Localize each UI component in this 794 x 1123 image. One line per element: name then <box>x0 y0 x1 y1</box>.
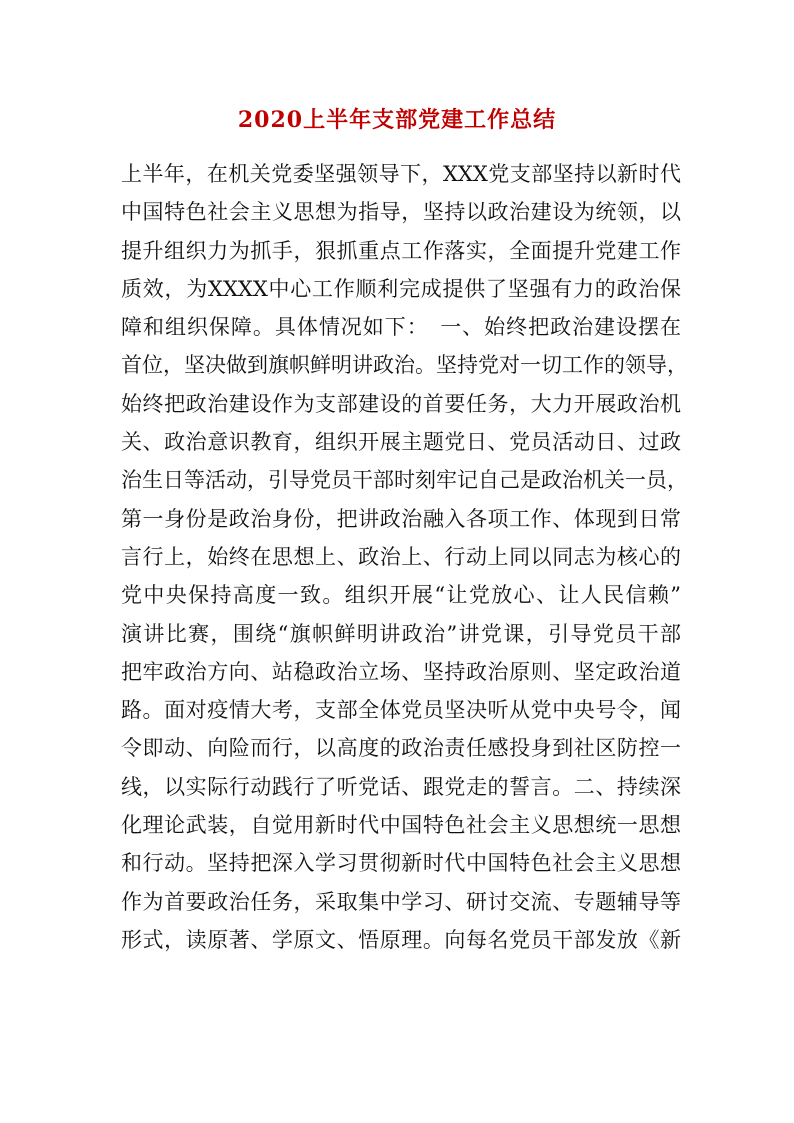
body-line: 上半年，在机关党委坚强领导下，XXX党支部坚持以新时代 <box>121 162 681 186</box>
document-body <box>121 155 688 959</box>
body-line: 路。面对疫情大考，支部全体党员坚决听从党中央号令，闻 <box>121 698 681 723</box>
body-line: 把牢政治方向、站稳政治立场、坚持政治原则、坚定政治道 <box>121 659 681 684</box>
body-line: 提升组织力为抓手，狠抓重点工作落实，全面提升党建工作 <box>121 238 681 263</box>
body-line: 障和组织保障。具体情况如下： 一、始终把政治建设摆在 <box>121 315 681 340</box>
body-line: 化理论武装，自觉用新时代中国特色社会主义思想统一思想 <box>121 813 681 838</box>
body-line: 言行上，始终在思想上、政治上、行动上同以同志为核心的 <box>121 544 681 569</box>
body-line: 线，以实际行动践行了听党话、跟党走的誓言。二、持续深 <box>121 774 681 799</box>
body-line: 治生日等活动，引导党员干部时刻牢记自己是政治机关一员， <box>121 468 688 493</box>
body-line: 始终把政治建设作为支部建设的首要任务，大力开展政治机 <box>121 391 681 416</box>
body-line: 形式，读原著、学原文、悟原理。向每名党员干部发放《新 <box>121 927 681 952</box>
body-line: 作为首要政治任务，采取集中学习、研讨交流、专题辅导等 <box>121 889 681 914</box>
body-line: 和行动。坚持把深入学习贯彻新时代中国特色社会主义思想 <box>121 851 681 876</box>
body-line: 党中央保持高度一致。组织开展“让党放心、让人民信赖” <box>121 583 681 608</box>
document-title: 2020上半年支部党建工作总结 <box>237 107 557 133</box>
body-line: 第一身份是政治身份，把讲政治融入各项工作、体现到日常 <box>121 506 681 531</box>
body-line: 首位，坚决做到旗帜鲜明讲政治。坚持党对一切工作的领导， <box>121 353 688 378</box>
body-line: 质效，为XXXX中心工作顺利完成提供了坚强有力的政治保 <box>121 276 681 301</box>
body-line: 令即动、向险而行，以高度的政治责任感投身到社区防控一 <box>121 736 681 761</box>
body-line: 关、政治意识教育，组织开展主题党日、党员活动日、过政 <box>121 430 681 455</box>
body-line: 中国特色社会主义思想为指导，坚持以政治建设为统领，以 <box>121 200 681 225</box>
body-line: 演讲比赛，围绕“旗帜鲜明讲政治”讲党课，引导党员干部 <box>121 621 681 646</box>
